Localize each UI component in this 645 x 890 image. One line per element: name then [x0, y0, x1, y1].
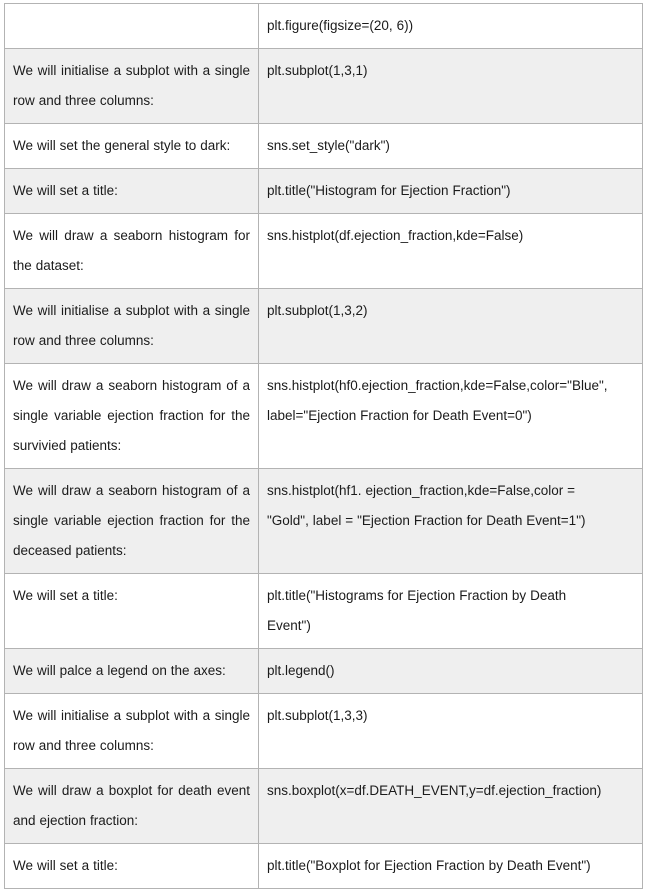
step-description-cell: [5, 4, 259, 49]
step-code-cell: plt.title("Histograms for Ejection Fraction by Death Event"): [259, 574, 643, 649]
step-code-cell: sns.set_style("dark"): [259, 124, 643, 169]
step-code-cell: plt.subplot(1,3,1): [259, 49, 643, 124]
step-code-cell: plt.legend(): [259, 649, 643, 694]
step-code-cell: sns.boxplot(x=df.DEATH_EVENT,y=df.ejection_fraction): [259, 769, 643, 844]
step-description-cell: We will initialise a subplot with a single row and three columns:: [5, 289, 259, 364]
step-code-cell: plt.figure(figsize=(20, 6)): [259, 4, 643, 49]
step-description-cell: We will set a title:: [5, 169, 259, 214]
explanation-code-table: [4, 3, 643, 889]
step-code-cell: sns.histplot(df.ejection_fraction,kde=False): [259, 214, 643, 289]
step-code-cell: sns.histplot(hf0.ejection_fraction,kde=False,color="Blue", label="Ejection Fraction for Death Event=0"): [259, 364, 643, 469]
step-code-cell: plt.subplot(1,3,2): [259, 289, 643, 364]
step-description-cell: We will set a title:: [5, 844, 259, 889]
table-row: [5, 694, 643, 769]
table-row: [5, 49, 643, 124]
table-row: [5, 169, 643, 214]
step-description-cell: We will palce a legend on the axes:: [5, 649, 259, 694]
table-row: [5, 4, 643, 49]
table-row: [5, 364, 643, 469]
step-description-cell: We will initialise a subplot with a single row and three columns:: [5, 694, 259, 769]
step-description-cell: We will set the general style to dark:: [5, 124, 259, 169]
step-code-cell: sns.histplot(hf1. ejection_fraction,kde=False,color = "Gold", label = "Ejection Fraction for Death Event=1"): [259, 469, 643, 574]
step-code-cell: plt.title("Boxplot for Ejection Fraction by Death Event"): [259, 844, 643, 889]
code-table-body: [5, 4, 643, 889]
step-code-cell: plt.subplot(1,3,3): [259, 694, 643, 769]
step-description-cell: We will set a title:: [5, 574, 259, 649]
step-description-cell: We will initialise a subplot with a single row and three columns:: [5, 49, 259, 124]
table-row: [5, 214, 643, 289]
table-row: [5, 844, 643, 889]
table-row: [5, 769, 643, 844]
table-row: [5, 649, 643, 694]
table-row: [5, 469, 643, 574]
step-description-cell: We will draw a seaborn histogram of a single variable ejection fraction for the survivied patients:: [5, 364, 259, 469]
table-row: [5, 574, 643, 649]
step-description-cell: We will draw a boxplot for death event and ejection fraction:: [5, 769, 259, 844]
step-description-cell: We will draw a seaborn histogram of a single variable ejection fraction for the deceased patients:: [5, 469, 259, 574]
table-row: [5, 124, 643, 169]
table-row: [5, 289, 643, 364]
step-description-cell: We will draw a seaborn histogram for the dataset:: [5, 214, 259, 289]
step-code-cell: plt.title("Histogram for Ejection Fraction"): [259, 169, 643, 214]
